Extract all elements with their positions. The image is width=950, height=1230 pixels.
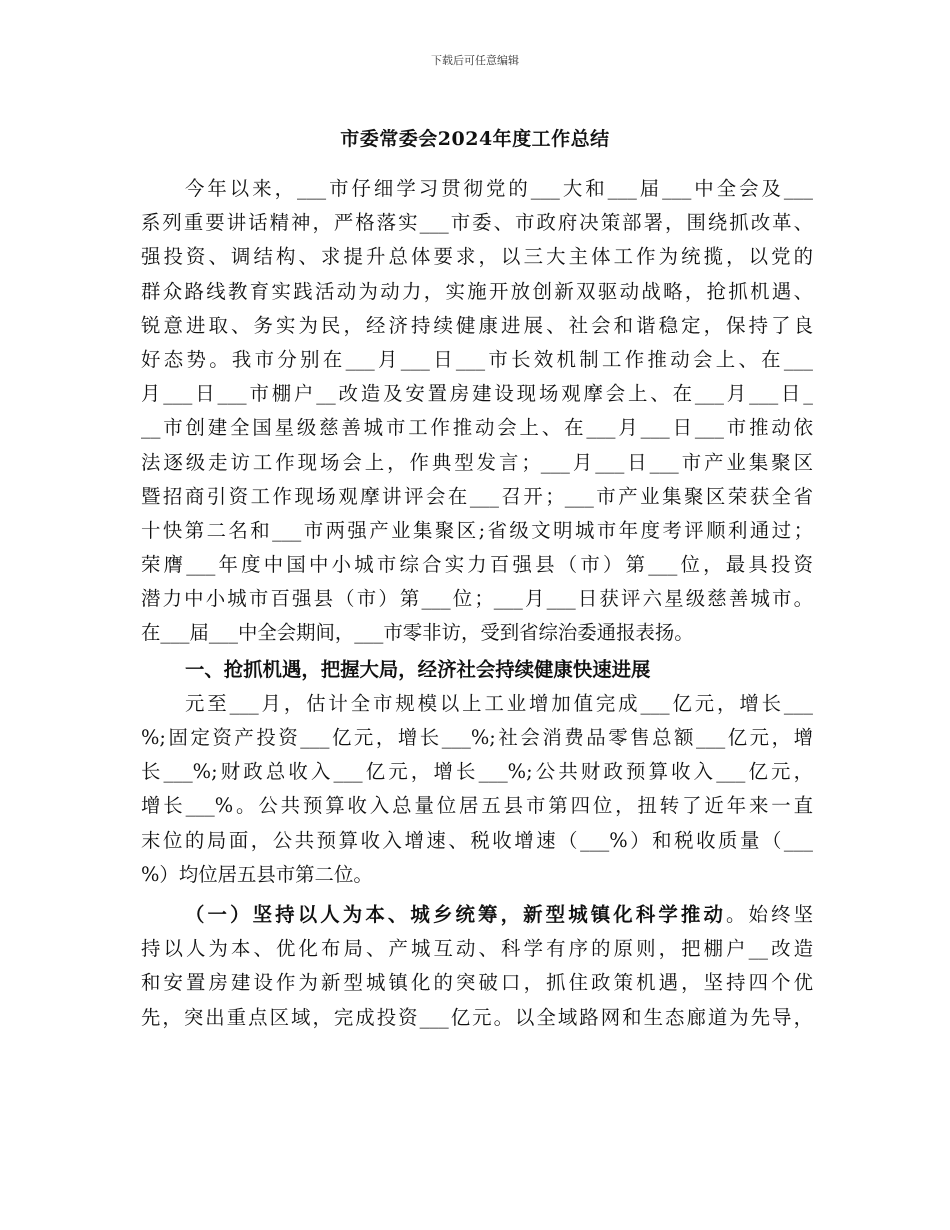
paragraph-line: 先，突出重点区域，完成投资___亿元。以全域路网和生态廊道为先导， (141, 1005, 813, 1029)
paragraph-line: %;固定资产投资___亿元，增长___%;社会消费品零售总额___亿元，增 (141, 726, 813, 749)
paragraph-line: 十快第二名和___市两强产业集聚区;省级文明城市年度考评顺利通过； (141, 518, 813, 542)
paragraph-line: 今年以来，___市仔细学习贯彻党的___大和___届___中全会及___ (185, 177, 813, 200)
subsection-text: 。始终坚 (726, 902, 813, 926)
paragraph-line: 法逐级走访工作现场会上，作典型发言；___月___日___市产业集聚区 (141, 450, 813, 474)
paragraph-line: __市创建全国星级慈善城市工作推动会上、在___月___日___市推动依 (141, 416, 813, 440)
paragraph-line: 月___日___市棚户__改造及安置房建设现场观摩会上、在___月___日_ (141, 382, 813, 406)
section-heading: 一、抢抓机遇，把握大局，经济社会持续健康快速进展 (185, 657, 651, 681)
paragraph-line: 元至___月，估计全市规模以上工业增加值完成___亿元，增长___ (185, 691, 813, 715)
document-body (141, 172, 813, 1035)
paragraph-line: 和安置房建设作为新型城镇化的突破口，抓住政策机遇，坚持四个优 (141, 971, 813, 995)
subsection-first-line (141, 898, 813, 932)
paragraph-line: 锐意进取、务实为民，经济持续健康进展、社会和谐稳定，保持了良 (141, 313, 813, 337)
paragraph-line: 末位的局面，公共预算收入增速、税收增速（___%）和税收质量（___ (141, 828, 813, 852)
paragraph-line: 荣膺___年度中国中小城市综合实力百强县（市）第___位，最具投资 (141, 553, 813, 577)
paragraph-line: 长___%;财政总收入___亿元，增长___%;公共财政预算收入___亿元， (141, 760, 813, 784)
paragraph-line: 系列重要讲话精神，严格落实___市委、市政府决策部署，围绕抓改革、 (141, 211, 813, 235)
subsection-heading: （一）坚持以人为本、城乡统筹，新型城镇化科学推动 (185, 902, 726, 926)
paragraph-line: 强投资、调结构、求提升总体要求，以三大主体工作为统揽，以党的 (141, 245, 813, 269)
paragraph-line: 暨招商引资工作现场观摩讲评会在___召开；___市产业集聚区荣获全省 (141, 484, 813, 508)
page-header: 下载后可任意编辑 (431, 54, 519, 67)
paragraph-line: 群众路线教育实践活动为动力，实施开放创新双驱动战略，抢抓机遇、 (141, 279, 813, 303)
paragraph-line: 持以人为本、优化布局、产城互动、科学有序的原则，把棚户__改造 (141, 937, 813, 961)
document-title: 市委常委会2024年度工作总结 (340, 128, 610, 150)
paragraph-line: 好态势。我市分别在___月___日___市长效机制工作推动会上、在___ (141, 347, 813, 371)
paragraph-line: 在___届___中全会期间，___市零非访，受到省综治委通报表扬。 (141, 621, 694, 645)
paragraph-line: 增长___%。公共预算收入总量位居五县市第四位，扭转了近年来一直 (141, 794, 813, 818)
paragraph-line: 潜力中小城市百强县（市）第___位；___月___日获评六星级慈善城市。 (141, 587, 813, 611)
paragraph-line: %）均位居五县市第二位。 (141, 862, 373, 886)
